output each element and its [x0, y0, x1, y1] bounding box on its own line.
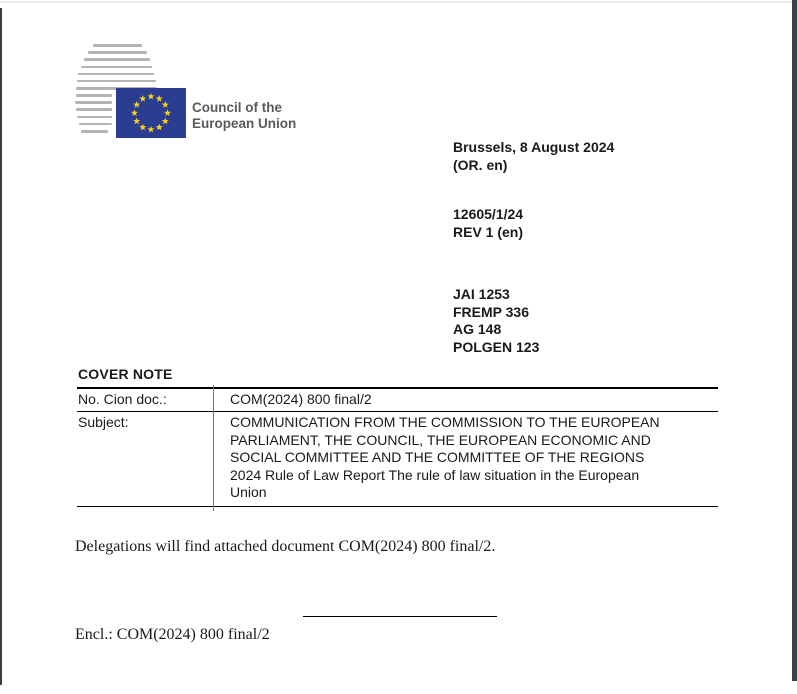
- council-logo-bar: [76, 108, 113, 111]
- window-left-edge: [0, 8, 2, 685]
- org-name: [192, 100, 296, 131]
- document-header-block: [453, 139, 614, 356]
- subject-text-line: COMMUNICATION FROM THE COMMISSION TO THE EUROPEAN: [230, 414, 660, 430]
- subject-text-line: Union: [230, 484, 267, 500]
- council-logo-bar: [77, 116, 113, 119]
- row-label-cion-doc: No. Cion doc.:: [78, 391, 167, 407]
- subject-code: AG 148: [453, 321, 502, 337]
- row-label-subject: Subject:: [78, 414, 129, 430]
- table-row: [77, 389, 718, 412]
- council-logo-bar: [88, 51, 147, 54]
- council-logo-bar: [79, 123, 113, 126]
- delegations-paragraph: Delegations will find attached document COM(2024) 800 final/2.: [75, 538, 496, 555]
- council-logo-bar: [77, 80, 156, 83]
- window-top-edge: [0, 1, 792, 3]
- row-value-subject: [214, 412, 660, 507]
- cover-note-section: [77, 366, 718, 507]
- council-logo-bar: [81, 66, 152, 69]
- original-language: (OR. en): [453, 156, 508, 173]
- window-right-edge: [792, 0, 797, 681]
- council-logo-bar: [84, 58, 150, 61]
- council-logo-bar: [75, 101, 112, 104]
- subject-codes-block: [453, 286, 614, 356]
- row-value-cion-doc: COM(2024) 800 final/2: [230, 391, 372, 407]
- subject-code: JAI 1253: [453, 286, 510, 302]
- org-name-line1: Council of the: [192, 100, 282, 115]
- enclosure-note: Encl.: COM(2024) 800 final/2: [75, 626, 270, 643]
- doc-number: 12605/1/24: [453, 206, 524, 222]
- org-name-line2: European Union: [192, 115, 297, 131]
- council-logo-bar: [93, 44, 142, 47]
- subject-code: FREMP 336: [453, 303, 529, 320]
- subject-text-line: SOCIAL COMMITTEE AND THE COMMITTEE OF THE REGIONS: [230, 449, 645, 465]
- cover-note-table: [77, 387, 718, 508]
- subject-text-line: 2024 Rule of Law Report The rule of law situation in the European: [230, 466, 640, 483]
- subject-text-line: PARLIAMENT, THE COUNCIL, THE EUROPEAN ECONOMIC AND: [230, 431, 651, 448]
- eu-flag-icon: [116, 88, 186, 138]
- cover-note-title: COVER NOTE: [78, 366, 173, 382]
- council-logo-bar: [76, 94, 113, 97]
- subject-code: POLGEN 123: [453, 338, 540, 355]
- council-logo-bar: [81, 130, 108, 133]
- doc-revision: REV 1 (en): [453, 223, 524, 240]
- separator-rule: [303, 616, 497, 617]
- table-row: [77, 412, 718, 507]
- council-logo-bar: [78, 73, 154, 76]
- doc-number-block: [453, 206, 614, 241]
- place-date: Brussels, 8 August 2024: [453, 139, 615, 155]
